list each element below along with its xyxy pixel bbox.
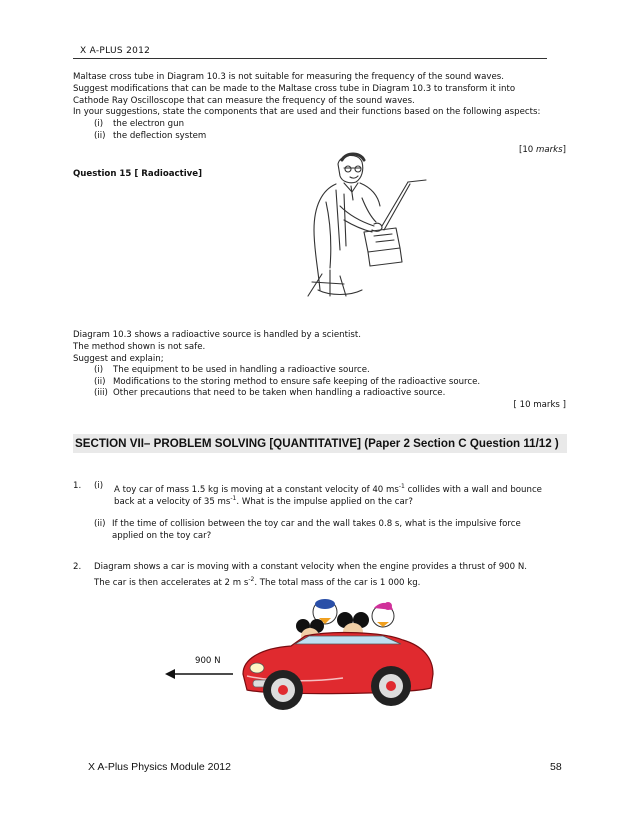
q15-item-num: (iii) [94, 388, 108, 398]
q1-part-i-line-2: back at a velocity of 35 $ms^{-1}$. What is the impulse applied on the car? [114, 495, 413, 507]
section-heading: SECTION VII– PROBLEM SOLVING [QUANTITATIVE] (Paper 2 Section C Question 11/12 ) [73, 434, 567, 453]
intro-item-text: the deflection system [113, 131, 207, 141]
q15-item-text: The equipment to be used in handling a radioactive source. [113, 365, 370, 375]
q15-item-num: (i) [94, 365, 104, 375]
header-rule [73, 58, 547, 59]
q15-line-2: The method shown is not safe. [73, 342, 206, 352]
q15-line-1: Diagram 10.3 shows a radioactive source is handled by a scientist. [73, 330, 361, 340]
header-title: X A-PLUS 2012 [80, 46, 151, 56]
intro-line-4: In your suggestions, state the components that are used and their functions based on the following aspects: [73, 107, 541, 117]
page-number: 58 [550, 761, 562, 773]
intro-line-2: Suggest modifications that can be made to the Maltase cross tube in Diagram 10.3 to transform it into [73, 84, 516, 94]
q1-part-ii-line-1: If the time of collision between the toy car and the wall takes 0.8 s, what is the impulsive force [112, 519, 521, 529]
intro-line-3: Cathode Ray Oscilloscope that can measure the frequency of the sound waves. [73, 96, 415, 106]
intro-item-text: the electron gun [113, 119, 185, 129]
q2-number: 2. [73, 562, 82, 572]
intro-item-num: (ii) [94, 131, 106, 141]
q1-part-ii-line-2: applied on the toy car? [112, 531, 212, 541]
force-label: 900 N [195, 656, 221, 666]
q15-marks: [ 10 marks ] [513, 400, 566, 410]
q2-line-2: The car is then accelerates at 2 m $s^{-2}$. The total mass of the car is 1 000 kg. [94, 576, 421, 588]
question-15-title: Question 15 [ Radioactive] [73, 169, 203, 179]
car-illustration [233, 596, 438, 718]
intro-marks: [10 marks] [518, 145, 566, 155]
footer-module-title: X A-Plus Physics Module 2012 [88, 761, 231, 773]
q1-part-ii-num: (ii) [94, 519, 106, 529]
q2-line-1: Diagram shows a car is moving with a constant velocity when the engine provides a thrust of 900 N. [94, 562, 527, 572]
q15-item-text: Other precautions that need to be taken when handling a radioactive source. [113, 388, 446, 398]
intro-line-1: Maltase cross tube in Diagram 10.3 is not suitable for measuring the frequency of the sound waves. [73, 72, 504, 82]
q15-item-text: Modifications to the storing method to ensure safe keeping of the radioactive source. [113, 377, 481, 387]
q15-line-3: Suggest and explain; [73, 354, 164, 364]
q1-part-i-line-1: A toy car of mass 1.5 kg is moving at a constant velocity of 40 $ms^{-1}$ collides with a wall and bounce [114, 483, 542, 495]
q1-number: 1. [73, 481, 82, 491]
q1-part-i-num: (i) [94, 481, 104, 491]
scientist-illustration [300, 150, 430, 298]
force-arrow [165, 668, 235, 680]
intro-item-num: (i) [94, 119, 104, 129]
q15-item-num: (ii) [94, 377, 106, 387]
